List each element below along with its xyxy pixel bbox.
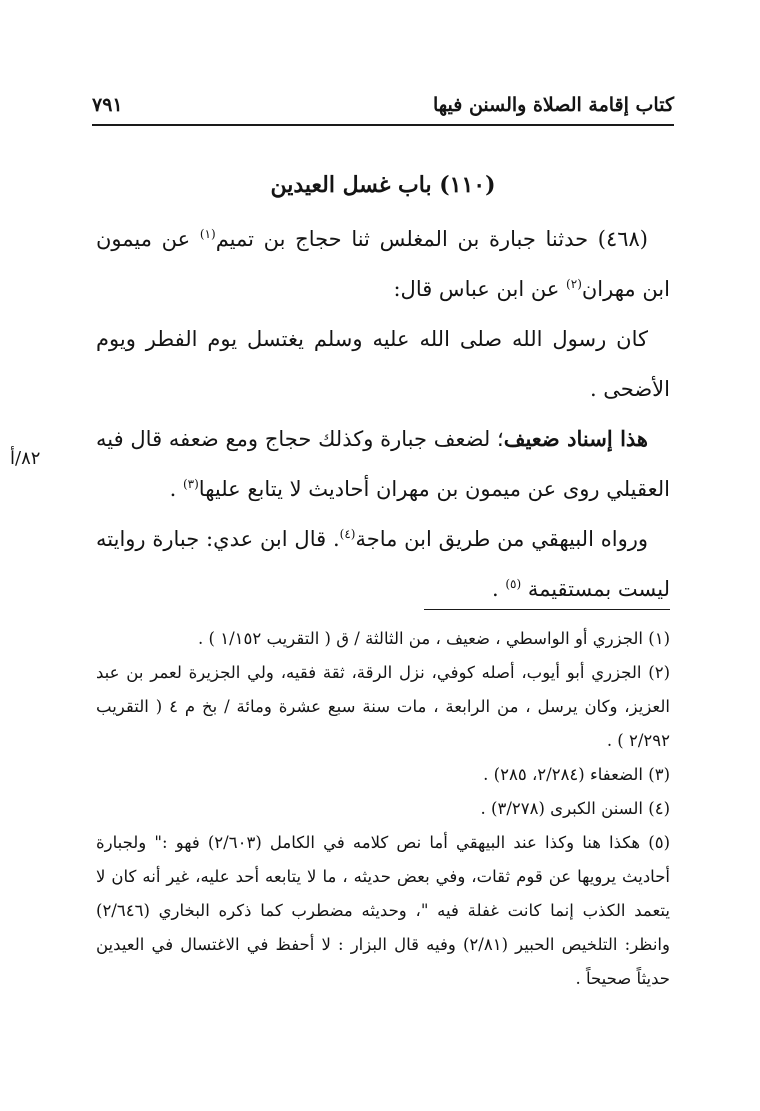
header-title: كتاب إقامة الصلاة والسنن فيها bbox=[432, 94, 674, 116]
footnote-ref-5: (٥) bbox=[505, 577, 522, 591]
hadith-chain-cont: عن ميمون ابن مهران bbox=[96, 227, 670, 301]
footnote-5: (٥) هكذا هنا وكذا عند البيهقي أما نص كلامه في الكامل (٢/٦٠٣) فهو :" ولجبارة أحاديث يرويها عن قوم ثقات، وفي بعض حديثه ، ما لا يتابعه أحد عليه، غير أنه كان لا يتعمد الكذب إنما كانت غفلة فيه "، وحديثه مضطرب كما ذكره البخاري (٢/٦٤٦) وانظر: التلخيص الحبير (٢/٨١) وفيه قال البزار : لا أحفظ في الاغتسال في العيدين حديثاً صحيحاً . bbox=[96, 833, 670, 988]
footnote-ref-1: (١) bbox=[199, 227, 216, 241]
main-text bbox=[96, 214, 670, 614]
hadith-chain-end: عن ابن عباس قال: bbox=[393, 277, 567, 301]
footnote-1: (١) الجزري أو الواسطي ، ضعيف ، من الثالثة / ق ( التقريب ١/١٥٢ ) . bbox=[198, 629, 670, 648]
narration-end: . bbox=[491, 577, 506, 601]
footnote-ref-3: (٣) bbox=[182, 477, 199, 491]
chapter-title: (١١٠) باب غسل العيدين bbox=[270, 172, 496, 198]
footnote-ref-4: (٤) bbox=[339, 527, 356, 541]
footnote-2: (٢) الجزري أبو أيوب، أصله كوفي، نزل الرقة، ثقة فقيه، ولي الجزيرة لعمر بن عبد العزيز، وكان يرسل ، من الرابعة ، مات سنة سبع عشرة ومائة / بخ م ٤ ( التقريب ٢/٢٩٢ ) . bbox=[96, 663, 670, 750]
grading-paragraph bbox=[96, 414, 670, 514]
running-header bbox=[92, 90, 674, 124]
page-number: ٧٩١ bbox=[92, 94, 123, 116]
hadith-text: كان رسول الله صلى الله عليه وسلم يغتسل يوم الفطر ويوم الأضحى . bbox=[96, 327, 670, 401]
hadith-chain: (٤٦٨) حدثنا جبارة بن المغلس ثنا حجاج بن تميم bbox=[215, 227, 648, 251]
grading-label: هذا إسناد ضعيف bbox=[503, 426, 649, 451]
footnote-4: (٤) السنن الكبرى (٣/٢٧٨) . bbox=[480, 799, 670, 818]
footnote-3: (٣) الضعفاء (٢/٢٨٤، ٢٨٥) . bbox=[483, 765, 670, 784]
narration-paragraph bbox=[96, 514, 670, 614]
grading-end: . bbox=[169, 477, 183, 501]
hadith-paragraph bbox=[96, 214, 670, 314]
margin-folio-note: ٨٢/أ bbox=[10, 448, 41, 469]
narration-text-cont: . قال ابن عدي: جبارة روايته ليست بمستقيمة bbox=[96, 527, 670, 601]
header-rule bbox=[92, 124, 674, 126]
narration-text: ورواه البيهقي من طريق ابن ماجة bbox=[355, 527, 648, 551]
grading-text: ؛ لضعف جبارة وكذلك حجاج ومع ضعفه قال فيه العقيلي روى عن ميمون بن مهران أحاديث لا يتابع عليها bbox=[96, 427, 670, 501]
footnote-ref-2: (٢) bbox=[566, 277, 582, 291]
footnotes bbox=[96, 622, 670, 996]
footnote-separator bbox=[424, 609, 670, 610]
